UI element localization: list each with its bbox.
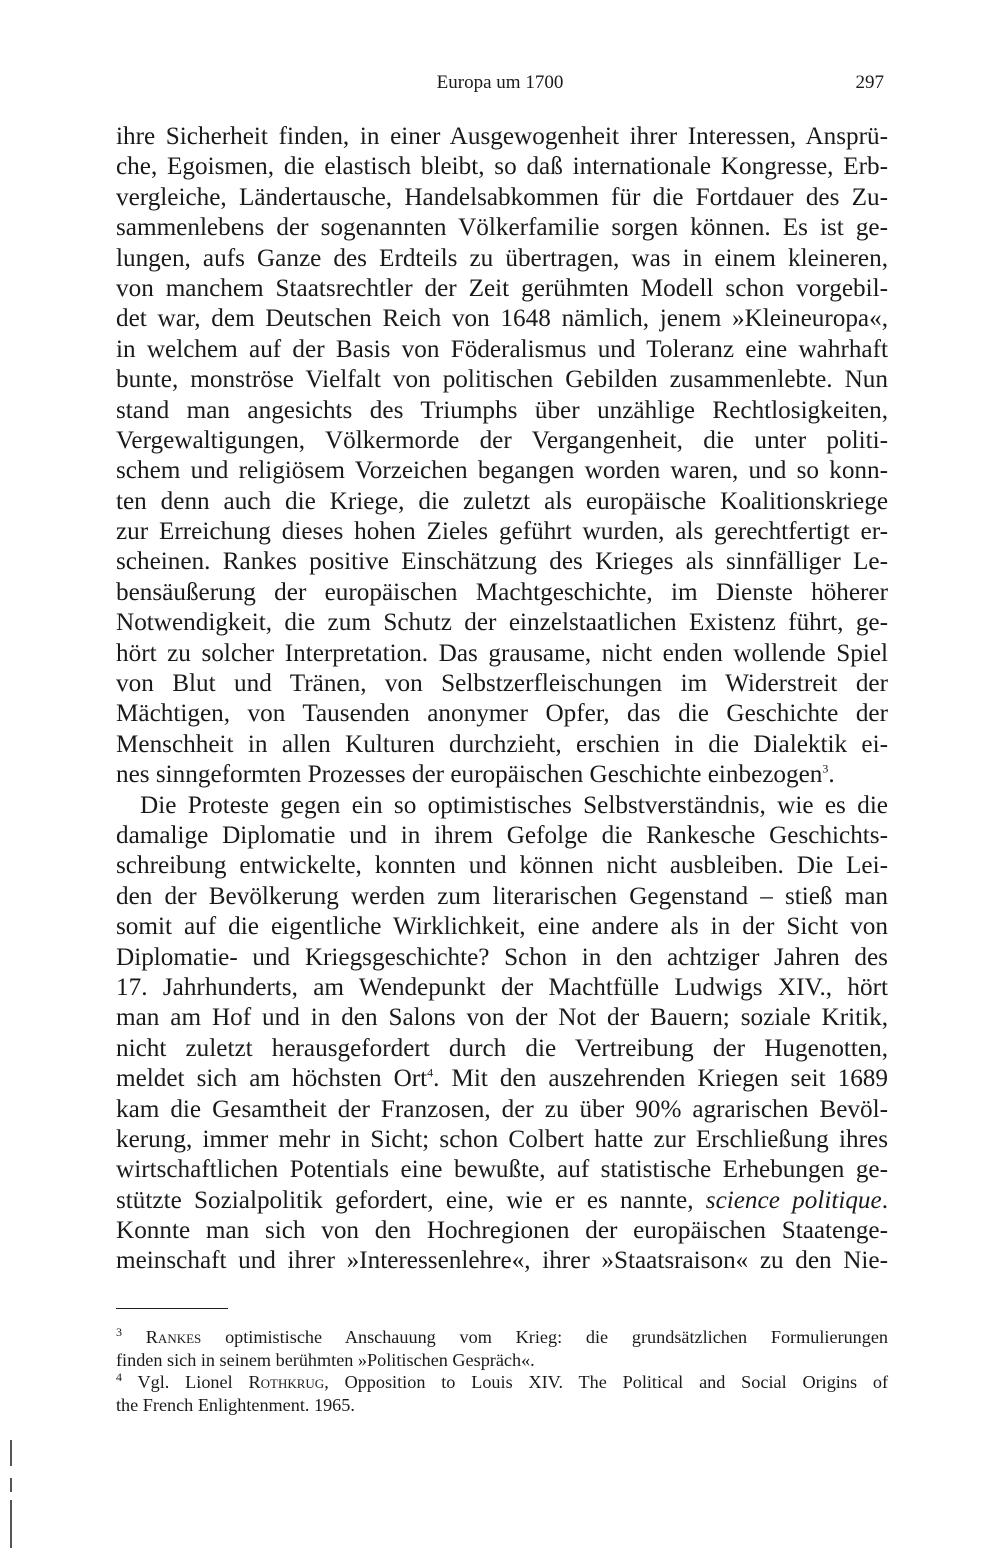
footnotes — [116, 1326, 888, 1416]
text-line: Konnte man sich von den Hochregionen der europäischen Staatenge- — [116, 1217, 888, 1245]
text-line: man am Hof und in den Salons von der Not der Bauern; soziale Kritik, — [116, 1004, 888, 1032]
text-line: che, Egoismen, die elastisch bleibt, so daß internationale Kongresse, Erb- — [116, 153, 888, 181]
text-line: Mächtigen, von Tausenden anonymer Opfer, das die Geschichte der — [116, 700, 888, 728]
footnote-text: optimistische Anschauung vom Krieg: die grundsätzlichen Formulierungen — [225, 1327, 889, 1347]
text-line: Die Proteste gegen ein so optimistisches Selbstverständnis, wie es die — [140, 791, 888, 819]
text-line: schreibung entwickelte, konnten und können nicht ausbleiben. Die Lei- — [116, 852, 888, 880]
text-line: ihre Sicherheit finden, in einer Ausgewogenheit ihrer Interessen, Ansprü- — [116, 123, 888, 150]
footnote-rule — [116, 1308, 228, 1309]
text-line: nicht zuletzt herausgefordert durch die Vertreibung der Hugenotten, — [116, 1034, 888, 1062]
text-line: scheinen. Rankes positive Einschätzung des Krieges als sinnfälliger Le- — [116, 548, 888, 576]
text-line: kam die Gesamtheit der Franzosen, der zu über 90% agrarischen Bevöl- — [116, 1095, 888, 1123]
text-line: zur Erreichung dieses hohen Zieles geführt wurden, als gerechtfertigt er- — [116, 518, 888, 546]
text-line: schem und religiösem Vorzeichen begangen worden waren, und so konn- — [116, 457, 888, 485]
author-name: Rothkrug — [248, 1372, 325, 1393]
text-line: sammenlebens der sogenannten Völkerfamilie sorgen können. Es ist ge- — [116, 214, 888, 242]
text-line: ten denn auch die Kriege, die zuletzt als europäische Koalitionskriege — [116, 487, 888, 515]
scan-edge-mark — [10, 1500, 12, 1548]
text-line: hört zu solcher Interpretation. Das grausame, nicht enden wollende Spiel — [116, 639, 888, 667]
text-line: von manchem Staatsrechtler der Zeit gerühmten Modell schon vorgebil- — [116, 274, 888, 302]
italic-term: science politique — [705, 1186, 882, 1214]
footnote-marker-4: 4 — [116, 1370, 122, 1385]
text-line: meinschaft und ihrer »Interessenlehre«, ihrer »Staatsraison« zu den Nie- — [116, 1247, 888, 1275]
text-line: Notwendigkeit, die zum Schutz der einzelstaatlichen Existenz führt, ge- — [116, 609, 888, 637]
footnote-reference-3: 3 — [822, 761, 829, 776]
text-line: Diplomatie- und Kriegsgeschichte? Schon in den achtziger Jahren des — [116, 943, 888, 971]
text-line: wirtschaftlichen Potentials eine bewußte, auf statistische Erhebungen ge- — [116, 1156, 888, 1184]
text-fragment: . Mit den auszehrenden Kriegen seit 1689 — [433, 1065, 888, 1093]
text-line: bunte, monströse Vielfalt von politischen Gebilden zusammenlebte. Nun — [116, 366, 888, 394]
page-number: 297 — [855, 72, 884, 93]
text-fragment: stützte Sozialpolitik gefordert, eine, wie er es nannte, — [116, 1186, 694, 1214]
footnote-reference-4: 4 — [427, 1065, 434, 1080]
body-text — [116, 122, 888, 1277]
text-line: kerung, immer mehr in Sicht; schon Colbert hatte zur Erschließung ihres — [116, 1125, 888, 1153]
text-line: Menschheit in allen Kulturen durchzieht, erschien in die Dialektik ei- — [116, 730, 888, 758]
text-line: stand man angesichts des Triumphs über unzählige Rechtlosigkeiten, — [116, 396, 888, 424]
text-line: von Blut und Tränen, von Selbstzerfleischungen im Widerstreit der — [116, 670, 888, 698]
text-line — [116, 1186, 888, 1216]
text-line: lungen, aufs Ganze des Erdteils zu übertragen, was in einem kleineren, — [116, 244, 888, 272]
text-line: den der Bevölkerung werden zum literarischen Gegenstand – stieß man — [116, 882, 888, 910]
footnote-line: finden sich in seinem berühmten »Politischen Gespräch«. — [116, 1349, 535, 1370]
text-line: Vergewaltigungen, Völkermorde der Vergangenheit, die unter politi- — [116, 426, 888, 454]
text-line: 17. Jahrhunderts, am Wendepunkt der Machtfülle Ludwigs XIV., hört — [116, 973, 888, 1001]
text-fragment: . — [881, 1186, 888, 1214]
text-line — [116, 1064, 888, 1094]
text-line: vergleiche, Ländertausche, Handelsabkommen für die Fortdauer des Zu- — [116, 183, 888, 211]
text-fragment: nes sinngeformten Prozesses der europäischen Geschichte einbezogen — [116, 761, 823, 789]
text-fragment: . — [828, 761, 835, 789]
text-line — [116, 760, 888, 790]
footnote-line: the French Enlightenment. 1965. — [116, 1394, 355, 1415]
footnote-text: , Opposition to Louis XIV. The Political and Social Origins of — [324, 1372, 889, 1393]
footnote-marker-3: 3 — [116, 1324, 122, 1339]
running-head — [116, 72, 884, 98]
running-title: Europa um 1700 — [436, 72, 564, 93]
scan-edge-mark — [10, 1440, 12, 1466]
text-fragment: meldet sich am höchsten Ort — [116, 1065, 428, 1093]
author-name: Rankes — [145, 1327, 202, 1347]
text-line: det war, dem Deutschen Reich von 1648 nämlich, jenem »Kleineuropa«, — [116, 305, 888, 333]
footnote-line — [116, 1326, 888, 1349]
text-line: damalige Diplomatie und in ihrem Gefolge die Rankesche Geschichts- — [116, 821, 888, 849]
text-line: in welchem auf der Basis von Föderalismus und Toleranz eine wahrhaft — [116, 335, 888, 363]
footnote-line — [116, 1371, 888, 1394]
text-line: bensäußerung der europäischen Machtgeschichte, im Dienste höherer — [116, 578, 888, 606]
scan-edge-mark — [10, 1478, 12, 1492]
text-line: somit auf die eigentliche Wirklichkeit, eine andere als in der Sicht von — [116, 913, 888, 941]
footnote-text: Vgl. Lionel — [137, 1372, 233, 1393]
